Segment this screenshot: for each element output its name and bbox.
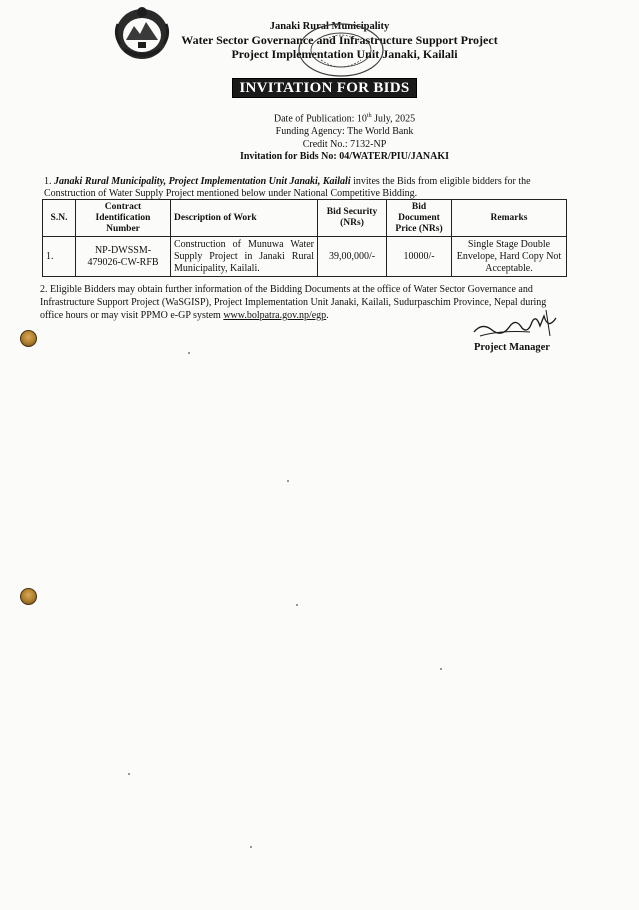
cell-bid-security: 39,00,000/-	[318, 237, 387, 277]
paragraph-1-number: 1.	[44, 176, 52, 187]
scan-speck	[440, 668, 442, 670]
publication-date: Date of Publication: 10th July, 2025	[273, 113, 416, 125]
scan-speck	[287, 480, 289, 482]
funding-agency: Funding Agency: The World Bank	[275, 126, 414, 137]
cell-sn: 1.	[43, 237, 76, 277]
paragraph-1-lead: Janaki Rural Municipality, Project Implementation Unit Janaki, Kailali	[54, 176, 351, 187]
header-contract-id: Contract Identification Number	[76, 200, 171, 237]
org-line-3: Project Implementation Unit Janaki, Kailali	[231, 47, 458, 61]
paragraph-2-number: 2.	[40, 284, 48, 295]
paragraph-2-text: Eligible Bidders may obtain further information of the Bidding Documents at the office of Water Sector Governance and Infrastructure Support Project (WaSGISP), Project Implementation Unit Janaki, Kailali, Sudurpaschim Province, Nepal during office hours or may visit PPMO e-GP system	[40, 284, 547, 321]
egp-link[interactable]: www.bolpatra.gov.np/egp	[223, 310, 327, 321]
credit-number: Credit No.: 7132-NP	[302, 139, 387, 150]
table-header-row	[43, 200, 567, 237]
banner-wrap	[0, 78, 639, 98]
header-doc-price: Bid Document Price (NRs)	[387, 200, 452, 237]
scan-speck	[128, 773, 130, 775]
table-row	[43, 237, 567, 277]
invitation-banner: INVITATION FOR BIDS	[232, 78, 416, 98]
header-description: Description of Work	[171, 200, 318, 237]
org-line-2: Water Sector Governance and Infrastructure Support Project	[181, 33, 498, 47]
invitation-number: Invitation for Bids No: 04/WATER/PIU/JANAKI	[239, 151, 450, 162]
paragraph-1-text: invites the Bids from eligible bidders for the Construction of Water Supply Project mentioned below under National Competitive Bidding.	[44, 176, 531, 199]
header-remarks: Remarks	[452, 200, 567, 237]
paragraph-2-end: .	[326, 310, 329, 321]
handwritten-signature-icon	[470, 308, 562, 340]
cell-remarks: Single Stage Double Envelope, Hard Copy Not Acceptable.	[452, 237, 567, 277]
org-line-1: Janaki Rural Municipality	[269, 21, 390, 32]
cell-description: Construction of Munuwa Water Supply Project in Janaki Rural Municipality, Kailali.	[171, 237, 318, 277]
cell-contract-id: NP-DWSSM-479026-CW-RFB	[76, 237, 171, 277]
signer-title: Project Manager	[474, 342, 550, 353]
scan-speck	[250, 846, 252, 848]
cell-doc-price: 10000/-	[387, 237, 452, 277]
scan-speck	[188, 352, 190, 354]
header-sn: S.N.	[43, 200, 76, 237]
scan-speck	[296, 604, 298, 606]
header-bid-security: Bid Security (NRs)	[318, 200, 387, 237]
office-seal-icon	[293, 20, 389, 80]
punch-hole-icon	[20, 588, 37, 605]
bids-table	[42, 199, 567, 277]
punch-hole-icon	[20, 330, 37, 347]
paragraph-1	[44, 176, 574, 200]
